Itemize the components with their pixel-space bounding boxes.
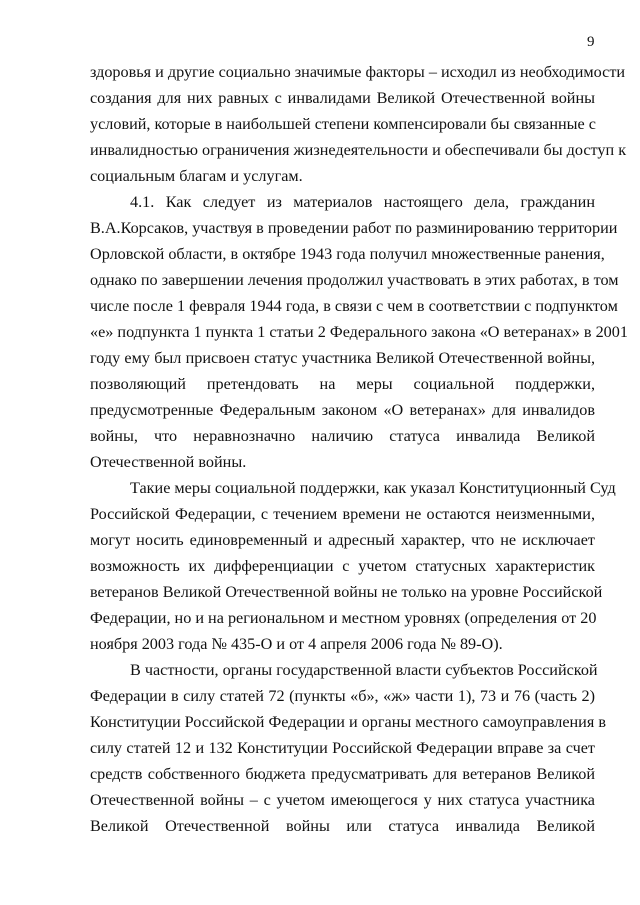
text-line: условий, которые в наибольшей степени компенсировали бы связанные с bbox=[90, 115, 596, 133]
text-line: году ему был присвоен статус участника Великой Отечественной войны, bbox=[90, 349, 595, 367]
text-line: могут носить единовременный и адресный характер, что не исключает bbox=[90, 531, 595, 549]
text-line: Конституции Российской Федерации и органы местного самоуправления в bbox=[90, 713, 606, 731]
text-line: ветеранов Великой Отечественной войны не только на уровне Российской bbox=[90, 583, 603, 601]
text-line: Федерации, но и на региональном и местном уровнях (определения от 20 bbox=[90, 609, 597, 627]
text-line: инвалидностью ограничения жизнедеятельности и обеспечивали бы доступ к bbox=[90, 141, 627, 159]
text-line: Орловской области, в октябре 1943 года получил множественные ранения, bbox=[90, 245, 605, 263]
text-line: создания для них равных с инвалидами Великой Отечественной войны bbox=[90, 89, 595, 107]
text-line: однако по завершении лечения продолжил участвовать в этих работах, в том bbox=[90, 271, 619, 289]
text-line: возможность их дифференциации с учетом статусных характеристик bbox=[90, 557, 595, 575]
text-line: Российской Федерации, с течением времени не остаются неизменными, bbox=[90, 505, 595, 523]
text-line: здоровья и другие социально значимые факторы – исходил из необходимости bbox=[90, 63, 626, 81]
text-line: силу статей 12 и 132 Конституции Российской Федерации вправе за счет bbox=[90, 739, 595, 757]
text-line: социальным благам и услугам. bbox=[90, 167, 303, 185]
text-line: Великой Отечественной войны или статуса инвалида Великой bbox=[90, 817, 595, 835]
text-line: войны, что неравнозначно наличию статуса инвалида Великой bbox=[90, 427, 595, 445]
text-line: средств собственного бюджета предусматривать для ветеранов Великой bbox=[90, 765, 595, 783]
text-line: позволяющий претендовать на меры социальной поддержки, bbox=[90, 375, 595, 393]
text-line: предусмотренные Федеральным законом «О ветеранах» для инвалидов bbox=[90, 401, 595, 419]
text-line: В частности, органы государственной власти субъектов Российской bbox=[130, 661, 598, 679]
text-line: В.А.Корсаков, участвуя в проведении работ по разминированию территории bbox=[90, 219, 618, 237]
text-line: Отечественной войны. bbox=[90, 453, 247, 471]
text-line: числе после 1 февраля 1944 года, в связи с чем в соответствии с подпунктом bbox=[90, 297, 618, 315]
text-line: ноября 2003 года № 435-О и от 4 апреля 2006 года № 89-О). bbox=[90, 635, 503, 653]
text-line: Такие меры социальной поддержки, как указал Конституционный Суд bbox=[130, 479, 616, 497]
page-number: 9 bbox=[587, 34, 595, 50]
text-line: 4.1. Как следует из материалов настоящего дела, гражданин bbox=[130, 193, 595, 211]
text-line: «е» подпункта 1 пункта 1 статьи 2 Федерального закона «О ветеранах» в 2001 bbox=[90, 323, 628, 341]
text-line: Федерации в силу статей 72 (пункты «б», «ж» части 1), 73 и 76 (часть 2) bbox=[90, 687, 595, 705]
text-line: Отечественной войны – с учетом имеющегося у них статуса участника bbox=[90, 791, 595, 809]
